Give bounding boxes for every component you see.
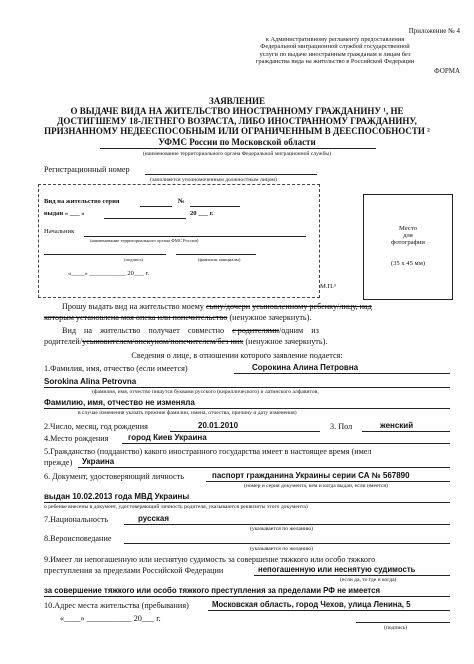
f1-value[interactable]: Сорокина Алина Петровна [252, 363, 359, 372]
request-text: родителей/ [44, 337, 83, 346]
fms-office: УФМС России по Московской области [158, 137, 316, 147]
f8-caption: (указывается по желанию) [250, 546, 314, 552]
request-line2 [44, 313, 311, 322]
appendix-number: Приложение № 4 [408, 27, 460, 35]
reg-number-caption: (заполняется уполномоченным должностным лицом) [150, 177, 277, 183]
f2-value[interactable]: 20.01.2010 [198, 421, 239, 430]
signature-caption: (подпись) [124, 257, 144, 262]
f1-latin-underline [44, 387, 450, 388]
request-note: (ненужное зачеркнуть). [245, 337, 328, 346]
f5-value[interactable]: Украина [82, 457, 115, 466]
permit-series-field[interactable] [140, 206, 172, 207]
f7-value[interactable]: русская [138, 514, 170, 523]
name-caption: (фамилия, инициалы) [198, 257, 241, 262]
f6-label: 6. Документ, удостоверяющий личность [44, 472, 184, 481]
name-field[interactable] [176, 254, 256, 255]
f5-label: 5.Гражданство (подданство) какого иностранного государства имеет в настоящее время (имел [44, 447, 372, 456]
photo-size: (35 х 45 мм) [390, 260, 426, 267]
permit-year-label: 20 ___ г. [190, 210, 214, 217]
title-l1: ЗАЯВЛЕНИЕ [208, 96, 266, 106]
struck-option: усыновленному ребенку/лицу, над [252, 302, 372, 311]
permit-issued-field[interactable] [104, 218, 186, 219]
permit-issued-label: выдан « ___ » [44, 210, 85, 217]
reg-number-field[interactable] [145, 174, 317, 175]
appendix-line: Федеральной миграционной службой государственной [260, 43, 410, 51]
struck-option: с родителями [232, 326, 279, 335]
f5-label2: прежде) [44, 458, 73, 467]
f3-label: 3. Пол [330, 422, 353, 431]
f6-value[interactable]: паспорт гражданина Украины серии СА № 567890 [212, 471, 410, 480]
f9-caption: (если да, то где и когда) [340, 577, 397, 583]
f1-changed-value[interactable]: Фамилию, имя, отчество не изменяла [44, 398, 195, 407]
f2-underline [170, 431, 320, 432]
photo-label: фотографии [391, 239, 425, 246]
request-line4 [44, 337, 327, 346]
request-line1 [62, 302, 372, 311]
request-line3 [62, 326, 319, 335]
f4-value[interactable]: город Киев Украина [128, 433, 207, 442]
title-l2: О ВЫДАЧЕ ВИДА НА ЖИТЕЛЬСТВО ИНОСТРАННОМУ ГРАЖДАНИНУ ¹, НЕ [70, 106, 404, 116]
f10-signature-caption: (подпись) [384, 625, 408, 631]
f9-label2: преступления за пределами Российской Федерации [44, 566, 224, 575]
signature-field[interactable] [110, 254, 166, 255]
f10-signature-field[interactable] [356, 622, 450, 623]
request-text: Вид на жительство получает совместно [62, 326, 225, 335]
f1-caption: (фамилия, имя, отчество пишутся буквами русского (кириллического) и латинского алфавитов, [92, 389, 319, 395]
form-label: ФОРМА [434, 66, 460, 75]
appendix-header [210, 28, 460, 76]
f10-date-line: «____» ___________ 20___ г. [60, 614, 161, 623]
f9-underline [254, 575, 450, 576]
appendix-line: гражданства вида на жительство в Российской Федерации [255, 58, 415, 66]
f8-label: 8.Вероисповедание [44, 534, 112, 543]
f6-underline [206, 481, 450, 482]
title-l3: ДОСТИГШЕМУ 18-ЛЕТНЕГО ВОЗРАСТА, ЛИБО ИНОСТРАННОМУ ГРАЖДАНИНУ, [57, 116, 417, 126]
f1-latin-value[interactable]: Sorokina Alina Petrovna [44, 377, 137, 386]
chief-caption: (наименование территориального органа ФМС России) [90, 238, 199, 243]
f5-underline [78, 467, 450, 468]
f8-field[interactable] [124, 543, 450, 544]
struck-option: сыну/дочери [205, 302, 251, 311]
f7-label: 7.Национальность [44, 515, 109, 524]
appendix-line: к Административному регламенту предоставления [265, 35, 405, 43]
f2-label: 2.Число, месяц, год рождения [44, 422, 148, 431]
f9-value[interactable]: непогашенную или неснятую судимость [258, 565, 416, 574]
f1-changed-underline [44, 408, 450, 409]
f3-value[interactable]: женский [380, 421, 414, 430]
f1-underline [234, 373, 450, 374]
permit-date-line: «____» ___________ 20___ г. [68, 270, 150, 277]
request-text: Прошу выдать вид на жительство моему [62, 302, 204, 311]
photo-placeholder [363, 194, 453, 300]
chief-label: Начальник [44, 228, 75, 235]
title-l4: ПРИЗНАННОМУ НЕДЕЕСПОСОБНЫМ ИЛИ ОГРАНИЧЕННЫМ В ДЕЕСПОСОБНОСТИ ² [44, 126, 430, 136]
struck-option: которым установлена моя опека или попечительство [44, 313, 228, 322]
reg-number-label: Регистрационный номер [44, 165, 130, 174]
f10-value[interactable]: Московская область, город Чехов, улица Ленина, 5 [212, 600, 411, 609]
fms-office-caption: (наименование территориального органа Федеральной миграционной службы) [142, 151, 332, 157]
f6-value2-underline [44, 502, 450, 503]
f6-value2[interactable]: выдан 10.02.2013 года МВД Украины [44, 492, 190, 501]
permit-series-label: Вид на жительство серия [44, 198, 120, 205]
f9-label: 9.Имеет ли непогашенную или неснятую судимость за совершение тяжкого или особо тяжкого [44, 555, 376, 564]
f4-underline [122, 443, 450, 444]
section-title: Сведения о лице, в отношении которого заявление подается: [131, 351, 343, 360]
request-text: /одним из [278, 326, 319, 335]
f1-caption2: в случае изменения указать прежние фамилии, имена, отчества, причину и дату изменения) [78, 410, 297, 416]
f6-caption: (номер и серия документа, кем и когда выдан, если имеется) [244, 483, 388, 489]
request-note: (ненужное зачеркнуть). [229, 313, 312, 322]
struck-option: усыновителем/опекуном/попечителем/без них [82, 337, 244, 346]
f1-label: 1.Фамилия, имя, отчество (если имеется) [44, 364, 188, 373]
f9-value2-underline [44, 596, 450, 597]
permit-number-label: № [178, 198, 185, 205]
stamp-mark: М.П.³ [320, 283, 336, 290]
appendix-line: услуги по выдаче иностранным гражданам и лицам без [259, 50, 411, 58]
f4-label: 4.Место рождения [44, 434, 109, 443]
permit-number-field[interactable] [190, 206, 240, 207]
fms-office-underline [100, 148, 376, 149]
chief-field[interactable] [84, 236, 306, 237]
f6-caption2: о ребенке внесены в документ, удостоверяющий личность родителя, указываются реквизиты этого документа) [44, 504, 308, 510]
f3-underline [362, 431, 450, 432]
f7-caption: (указывается по желанию) [250, 526, 314, 532]
photo-label: Место [399, 225, 417, 232]
f10-label: 10.Адрес места жительства (пребывания) [44, 601, 189, 610]
f10-underline [208, 610, 450, 611]
photo-label: для [403, 232, 413, 239]
f9-value2[interactable]: за совершение тяжкого или особо тяжкого преступления за пределами РФ не имеется [44, 586, 381, 595]
f7-underline [124, 524, 450, 525]
